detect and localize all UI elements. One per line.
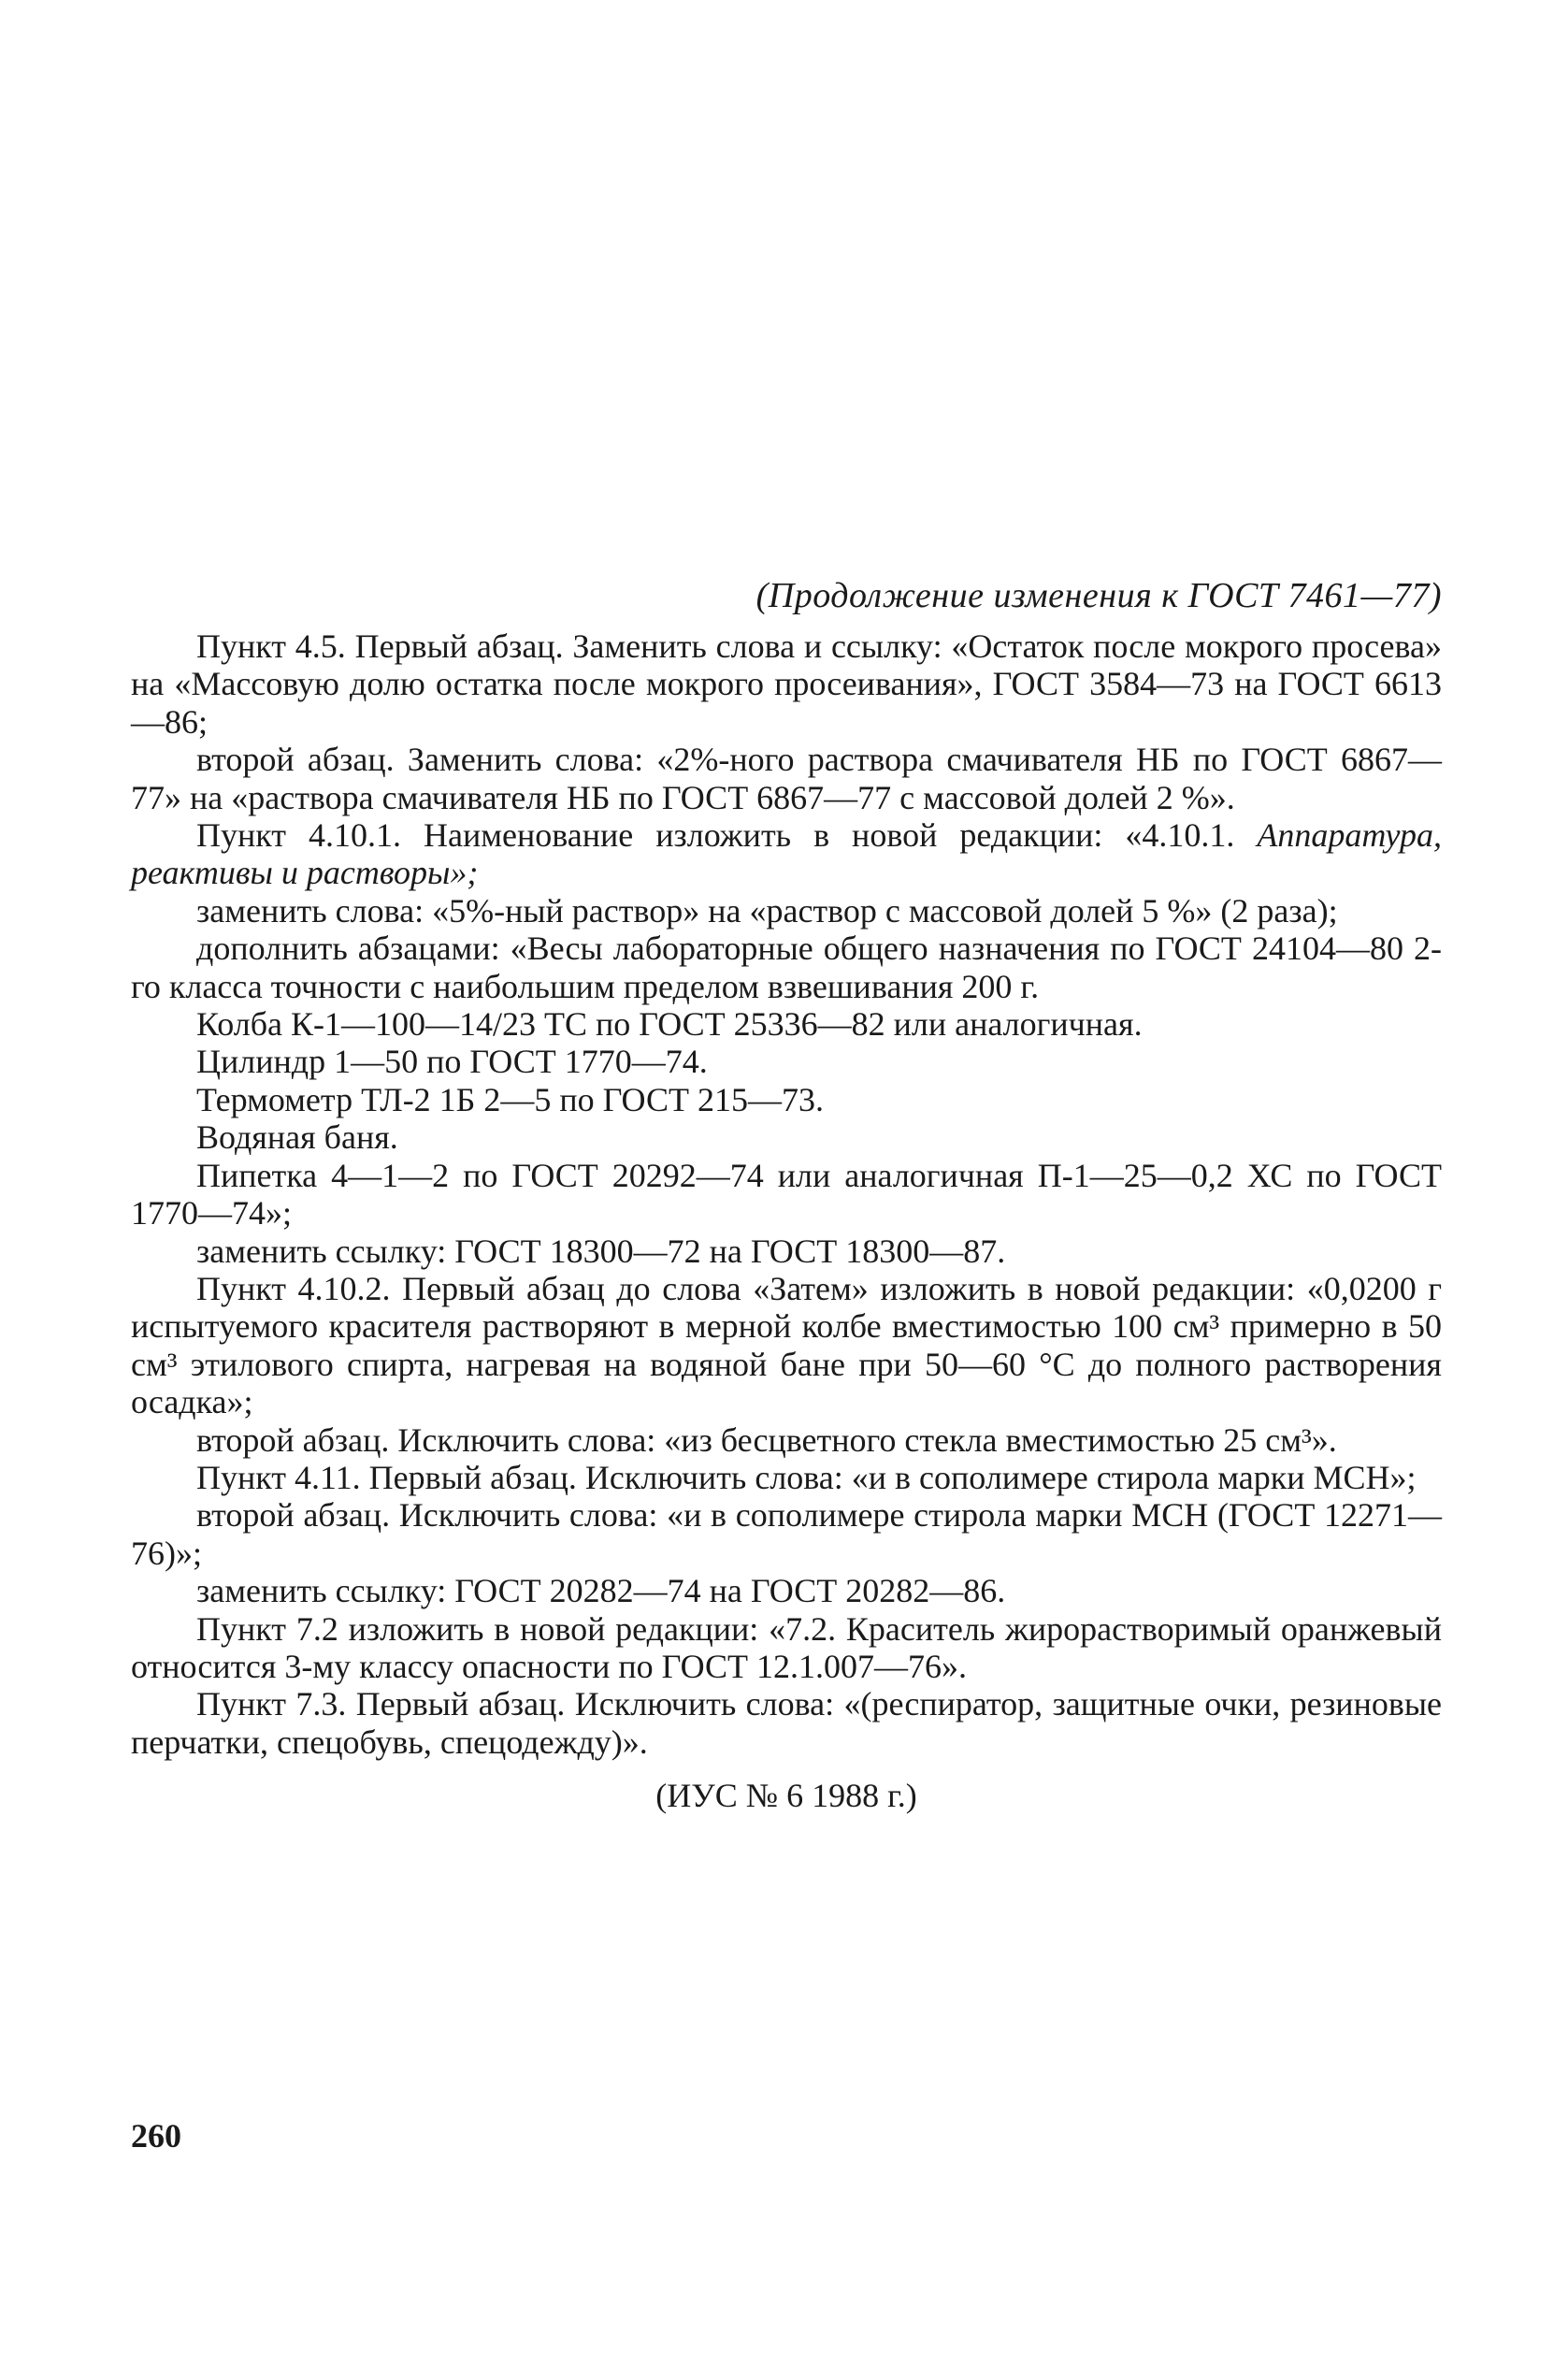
paragraph: Цилиндр 1—50 по ГОСТ 1770—74. (196, 1043, 708, 1081)
paragraph: Пункт 4.5. Первый абзац. Заменить слова и ссылку: «Остаток после мокрого просева» на «Массовую долю остатка после мокрого просеивания», ГОСТ 3584—73 на ГОСТ 6613—86; (131, 627, 1442, 741)
paragraph: Пункт 7.3. Первый абзац. Исключить слова: «(респиратор, защитные очки, резиновые перчатки, спецобувь, спецодежду)». (131, 1685, 1442, 1761)
paragraph: дополнить абзацами: «Весы лабораторные общего назначения по ГОСТ 24104—80 2-го класса точности с наибольшим пределом взвешивания 200 г. (131, 930, 1442, 1005)
paragraph: Пункт 7.2 изложить в новой редакции: «7.2. Краситель жирорастворимый оранжевый относится 3-му классу опасности по ГОСТ 12.1.007—76». (131, 1609, 1442, 1685)
paragraph: заменить слова: «5%-ный раствор» на «раствор с массовой долей 5 %» (2 раза); (196, 891, 1338, 930)
document-header: (Продолжение изменения к ГОСТ 7461—77) (755, 576, 1442, 615)
paragraph: Пипетка 4—1—2 по ГОСТ 20292—74 или аналогичная П-1—25—0,2 ХС по ГОСТ 1770—74»; (131, 1156, 1442, 1232)
paragraph: Колба К-1—100—14/23 ТС по ГОСТ 25336—82 или аналогичная. (196, 1005, 1143, 1044)
paragraph-italic-text: Аппаратура, реактивы и растворы»; (131, 816, 1442, 892)
paragraph: второй абзац. Заменить слова: «2%-ного раствора смачивателя НБ по ГОСТ 6867—77» на «раствора смачивателя НБ по ГОСТ 6867—77 с массовой долей 2 %». (131, 741, 1442, 816)
paragraph: Пункт 4.10.2. Первый абзац до слова «Затем» изложить в новой редакции: «0,0200 г испытуемого красителя растворяют в мерной колбе вместимостью 100 см³ примерно в 50 см³ этилового спирта, нагревая на водяной бане при 50—60 °С до полного растворения осадка»; (131, 1269, 1442, 1421)
paragraph: заменить ссылку: ГОСТ 18300—72 на ГОСТ 18300—87. (196, 1232, 1006, 1270)
paragraph (131, 816, 1442, 892)
paragraph: Термометр ТЛ-2 1Б 2—5 по ГОСТ 215—73. (196, 1080, 824, 1118)
paragraph: второй абзац. Исключить слова: «и в сополимере стирола марки МСН (ГОСТ 12271—76)»; (131, 1496, 1442, 1572)
paragraph: второй абзац. Исключить слова: «из бесцветного стекла вместимостью 25 см³». (196, 1420, 1337, 1459)
paragraph-text: Пункт 4.10.1. Наименование изложить в новой редакции: «4.10.1. (196, 816, 1258, 855)
paragraph: Пункт 4.11. Первый абзац. Исключить слова: «и в сополимере стирола марки МСН»; (196, 1458, 1417, 1496)
paragraph: заменить ссылку: ГОСТ 20282—74 на ГОСТ 20282—86. (196, 1572, 1006, 1610)
document-body (131, 627, 1442, 1761)
paragraph: Водяная баня. (196, 1118, 398, 1157)
page-number: 260 (131, 2117, 181, 2155)
document-signoff: (ИУС № 6 1988 г.) (655, 1777, 917, 1814)
